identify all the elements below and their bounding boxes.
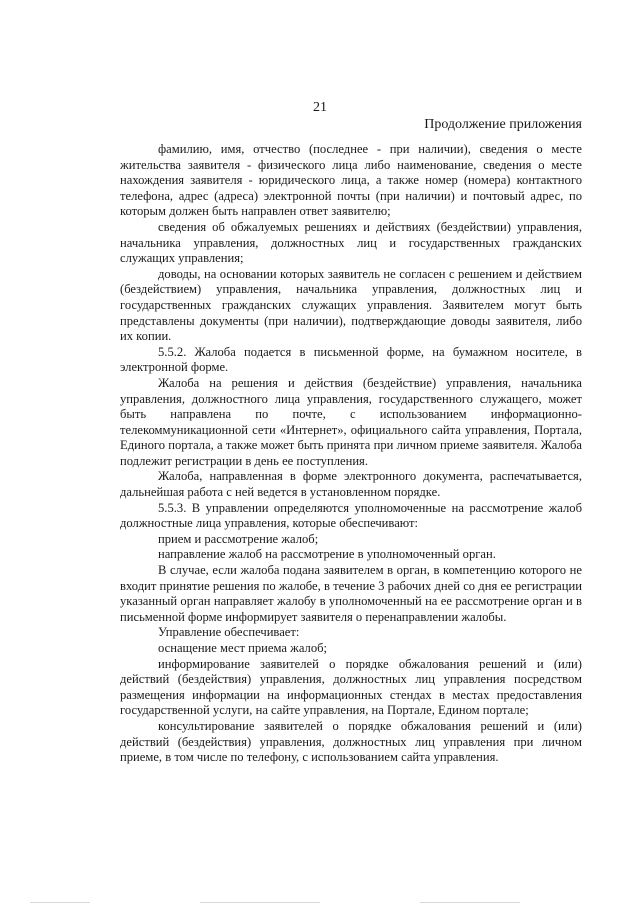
paragraph: 5.5.2. Жалоба подается в письменной форме, на бумажном носителе, в электронной форме. — [120, 344, 582, 375]
paragraph: консультирование заявителей о порядке обжалования решений и (или) действий (бездействия) управления, должностных лиц управления при личном приеме, в том числе по телефону, с использованием сайта управления. — [120, 718, 582, 765]
paragraph: Жалоба, направленная в форме электронного документа, распечатывается, дальнейшая работа с ней ведется в установленном порядке. — [120, 469, 582, 500]
paragraph: доводы, на основании которых заявитель не согласен с решением и действием (бездействием) управления, начальника управления, должностных лиц и государственных гражданских служащих управления. Заявителем могут быть представлены документы (при наличии), подтверждающие доводы заявителя, либо их копии. — [120, 266, 582, 344]
paragraph: Управление обеспечивает: — [158, 625, 300, 640]
paragraph: сведения об обжалуемых решениях и действиях (бездействии) управления, начальника управления, должностных лиц и государственных гражданских служащих управления; — [120, 219, 582, 266]
paragraph: оснащение мест приема жалоб; — [158, 641, 328, 655]
paragraph: В случае, если жалоба подана заявителем в орган, в компетенцию которого не входит принятие решения по жалобе, в течение 3 рабочих дней со дня ее регистрации указанный орган направляет жалобу в уполномоченный на ее рассмотрение орган и в письменной форме информирует заявителя о перенаправлении жалобы. — [120, 563, 582, 624]
document-body — [120, 142, 582, 766]
scan-edge-mark — [200, 902, 320, 903]
paragraph: прием и рассмотрение жалоб; — [158, 531, 319, 546]
page-number: 21 — [313, 100, 327, 115]
paragraph: 5.5.3. В управлении определяются уполномоченные на рассмотрение жалоб должностные лица управления, которые обеспечивают: — [120, 500, 582, 531]
paragraph: направление жалоб на рассмотрение в уполномоченный орган. — [158, 547, 496, 562]
paragraph: информирование заявителей о порядке обжалования решений и (или) действий (бездействия) управления, должностных лиц управления посредством размещения информации на информационных стендах в местах предоставления государственной услуги, на сайте управления, на Портале, Едином портале; — [120, 656, 582, 718]
continuation-heading: Продолжение приложения — [424, 117, 582, 132]
paragraph: фамилию, имя, отчество (последнее - при наличии), сведения о месте жительства заявителя - физического лица либо наименование, сведения о месте нахождения заявителя - юридического лица, а также номер (номера) контактного телефона, адрес (адреса) электронной почты (при наличии) и почтовый адрес, по которым должен быть направлен ответ заявителю; — [120, 142, 582, 219]
paragraph: Жалоба на решения и действия (бездействие) управления, начальника управления, должностного лица управления, государственного служащего, может быть направлена по почте, с использованием информационно-телекоммуникационной сети «Интернет», официального сайта управления, Портала, Единого портала, а также может быть принята при личном приеме заявителя. Жалоба подлежит регистрации в день ее поступления. — [120, 375, 582, 468]
scan-edge-mark — [420, 902, 520, 903]
scan-edge-mark — [30, 902, 90, 903]
